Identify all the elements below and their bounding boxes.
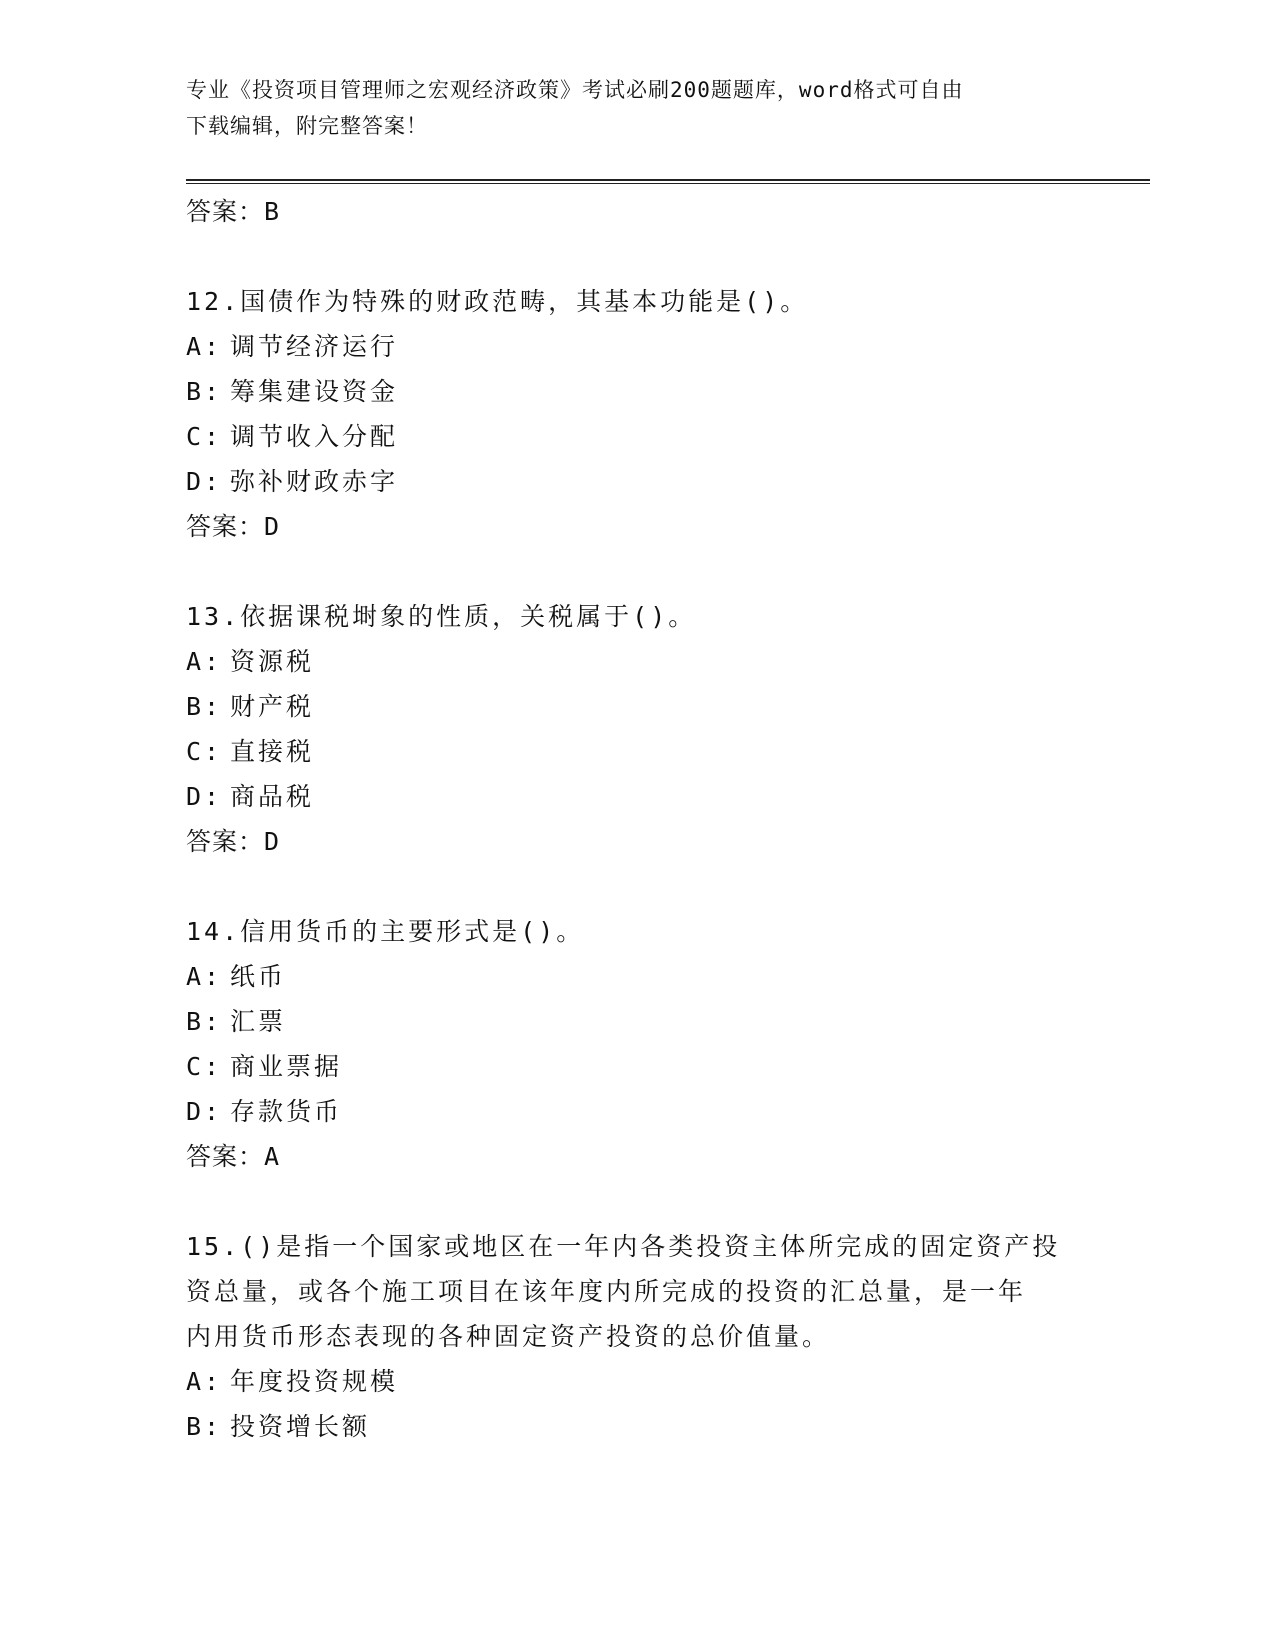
option-key: A: (186, 647, 223, 676)
option-d (186, 774, 1086, 819)
option-text: 调节经济运行 (230, 332, 399, 361)
option-c (186, 1044, 1086, 1089)
option-text: 年度投资规模 (230, 1367, 399, 1396)
question-15 (186, 1224, 1086, 1449)
answer-line: 答案：D (186, 827, 281, 856)
option-key: B: (186, 692, 223, 721)
option-key: B: (186, 1412, 223, 1441)
question-stem-line-1: 15.()是指一个国家或地区在一年内各类投资主体所完成的固定资产投 (186, 1232, 1061, 1261)
question-14 (186, 909, 1086, 1179)
question-12 (186, 279, 1086, 549)
question-stem-line-2: 资总量，或各个施工项目在该年度内所完成的投资的汇总量，是一年 (186, 1277, 1027, 1306)
answer-line: 答案：D (186, 512, 281, 541)
question-stem: 12.国债作为特殊的财政范畴，其基本功能是()。 (186, 287, 809, 316)
option-key: A: (186, 962, 223, 991)
header-divider-thin (186, 183, 1150, 184)
header-line-2: 下载编辑，附完整答案！ (186, 114, 428, 138)
option-text: 弥补财政赤字 (230, 467, 399, 496)
option-a (186, 324, 1086, 369)
header-line-1: 专业《投资项目管理师之宏观经济政策》考试必刷200题题库，word格式可自由 (186, 78, 964, 102)
option-key: D: (186, 1097, 223, 1126)
question-stem: 13.依据课税埘象的性质，关税属于()。 (186, 602, 697, 631)
option-key: C: (186, 737, 223, 766)
header-divider-thick (186, 179, 1150, 181)
option-a (186, 1359, 1086, 1404)
option-text: 商业票据 (230, 1052, 343, 1081)
option-text: 投资增长额 (230, 1412, 371, 1441)
question-stem-line-3: 内用货币形态表现的各种固定资产投资的总价值量。 (186, 1322, 831, 1351)
option-text: 汇票 (230, 1007, 287, 1036)
option-d (186, 1089, 1086, 1134)
option-text: 直接税 (230, 737, 315, 766)
option-key: C: (186, 1052, 223, 1081)
option-a (186, 639, 1086, 684)
option-b (186, 999, 1086, 1044)
option-b (186, 1404, 1086, 1449)
option-text: 筹集建设资金 (230, 377, 399, 406)
option-text: 资源税 (230, 647, 315, 676)
option-text: 纸币 (230, 962, 287, 991)
option-text: 调节收入分配 (230, 422, 399, 451)
option-text: 商品税 (230, 782, 315, 811)
option-d (186, 459, 1086, 504)
option-b (186, 369, 1086, 414)
option-text: 存款货币 (230, 1097, 343, 1126)
question-13 (186, 594, 1086, 864)
option-key: C: (186, 422, 223, 451)
option-key: B: (186, 1007, 223, 1036)
document-header (186, 72, 1066, 144)
option-key: D: (186, 467, 223, 496)
option-b (186, 684, 1086, 729)
previous-answer: 答案：B (186, 197, 281, 226)
question-stem: 14.信用货币的主要形式是()。 (186, 917, 585, 946)
option-key: A: (186, 332, 223, 361)
option-c (186, 414, 1086, 459)
answer-line: 答案：A (186, 1142, 281, 1171)
option-key: A: (186, 1367, 223, 1396)
option-a (186, 954, 1086, 999)
option-c (186, 729, 1086, 774)
option-text: 财产税 (230, 692, 315, 721)
option-key: D: (186, 782, 223, 811)
question-content (186, 189, 1086, 1449)
option-key: B: (186, 377, 223, 406)
